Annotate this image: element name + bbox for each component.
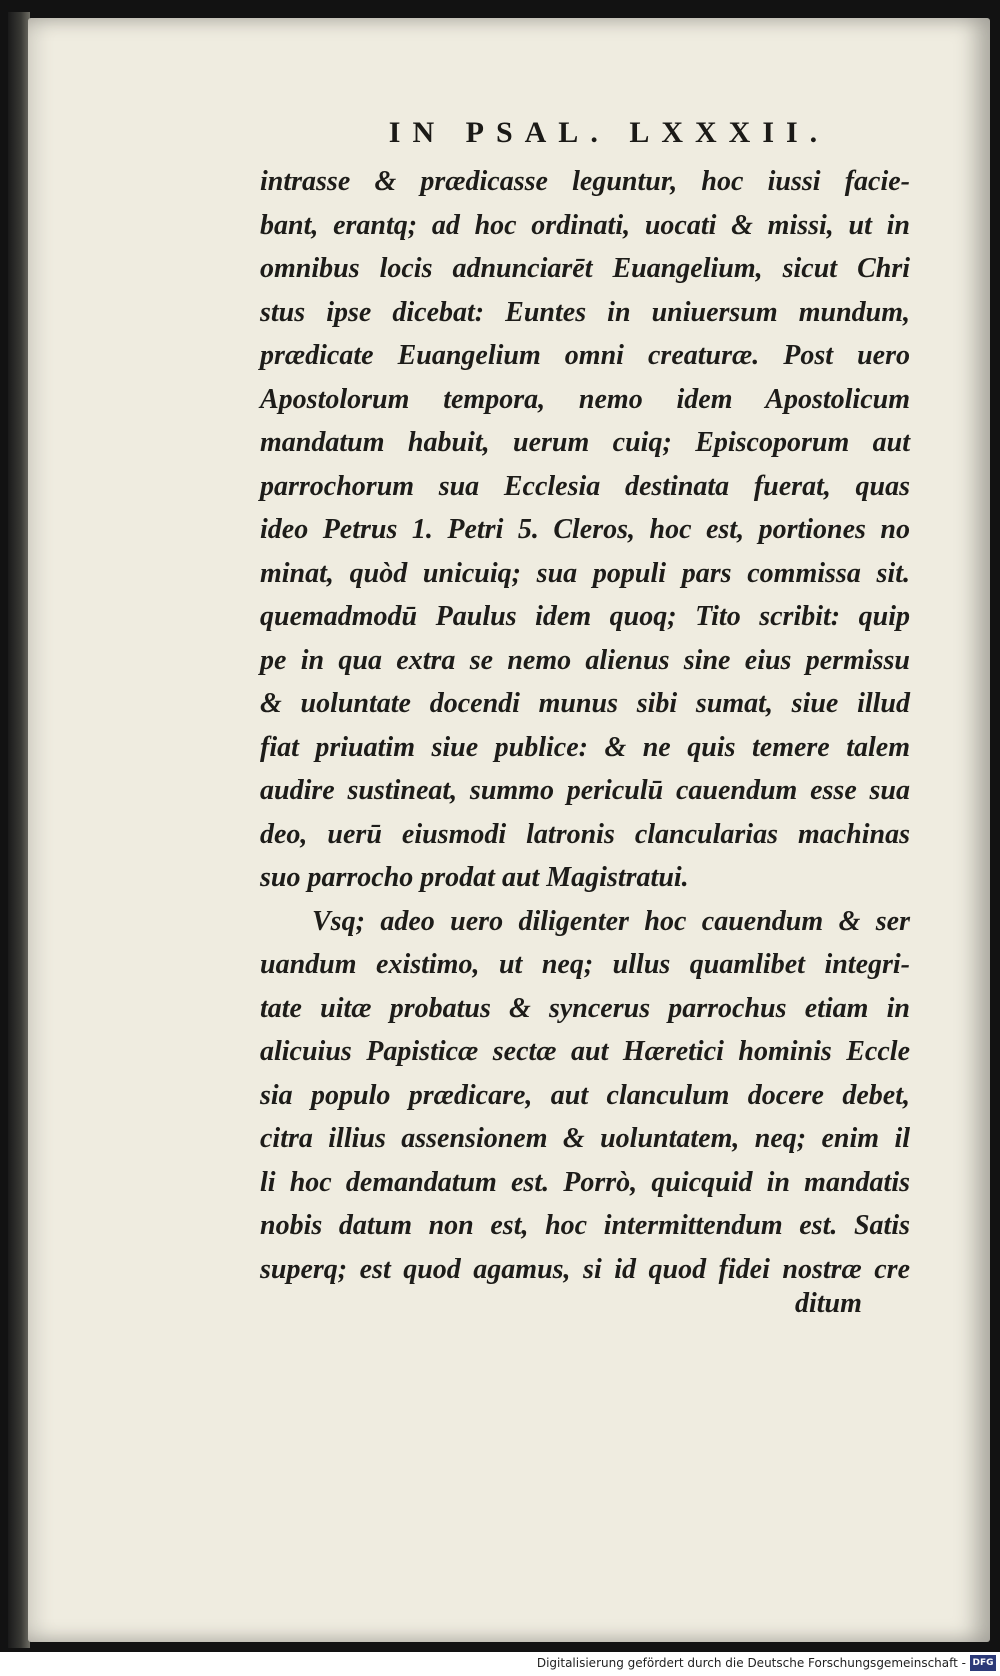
text-line-paragraph-end: suo parrocho prodat aut Magistratui. <box>260 862 689 893</box>
text-line: omnibus locis adnunciarēt Euangelium, sicut Chri <box>260 253 910 284</box>
text-line: citra illius assensionem & uoluntatem, neq; enim il <box>260 1123 910 1154</box>
text-line: audire sustineat, summo periculū cauendum esse sua <box>260 775 910 806</box>
text-line: bant, erantq; ad hoc ordinati, uocati & missi, ut in <box>260 209 910 241</box>
text-line: quemadmodū Paulus idem quoq; Tito scribit: quip <box>260 601 910 632</box>
text-line: parrochorum sua Ecclesia destinata fuerat, quas <box>260 470 910 502</box>
text-line: superq; est quod agamus, si id quod fidei nostræ cre <box>260 1253 910 1285</box>
text-line: mandatum habuit, uerum cuiq; Episcoporum aut <box>260 427 910 458</box>
catchword: ditum <box>795 1288 862 1319</box>
text-line: intrasse & prædicasse leguntur, hoc iussi facie- <box>260 166 910 197</box>
text-line: li hoc demandatum est. Porrò, quicquid in mandatis <box>260 1166 910 1198</box>
running-header: IN PSAL. LXXXII. <box>388 116 830 149</box>
book-left-edge <box>8 12 30 1648</box>
text-line: fiat priuatim siue publice: & ne quis temere talem <box>260 731 910 763</box>
text-line: alicuius Papisticæ sectæ aut Hæretici hominis Eccle <box>260 1036 910 1067</box>
text-line: nobis datum non est, hoc intermittendum est. Satis <box>260 1210 910 1241</box>
text-line: & uoluntate docendi munus sibi sumat, siue illud <box>260 688 910 719</box>
text-line: tate uitæ probatus & syncerus parrochus etiam in <box>260 992 910 1024</box>
text-line: sia populo prædicare, aut clanculum docere debet, <box>260 1079 910 1111</box>
text-line: prædicate Euangelium omni creaturæ. Post uero <box>260 340 910 371</box>
body-text <box>260 160 910 1291</box>
text-line: minat, quòd unicuiq; sua populi pars commissa sit. <box>260 557 910 589</box>
footer-bar <box>0 1652 1000 1676</box>
text-line: Apostolorum tempora, nemo idem Apostolicum <box>260 383 910 415</box>
text-line-paragraph-start: Vsq; adeo uero diligenter hoc cauendum & ser <box>312 905 910 937</box>
funding-credit: Digitalisierung gefördert durch die Deutsche Forschungsgemeinschaft - <box>536 1656 966 1670</box>
text-line: uandum existimo, ut neq; ullus quamlibet integri- <box>260 949 910 980</box>
text-line: stus ipse dicebat: Euntes in uniuersum mundum, <box>260 296 910 328</box>
text-line: ideo Petrus 1. Petri 5. Cleros, hoc est, portiones no <box>260 514 910 545</box>
dfg-logo: DFG <box>970 1655 996 1671</box>
text-line: deo, uerū eiusmodi latronis clancularias machinas <box>260 818 910 850</box>
text-line: pe in qua extra se nemo alienus sine eius permissu <box>260 644 910 676</box>
